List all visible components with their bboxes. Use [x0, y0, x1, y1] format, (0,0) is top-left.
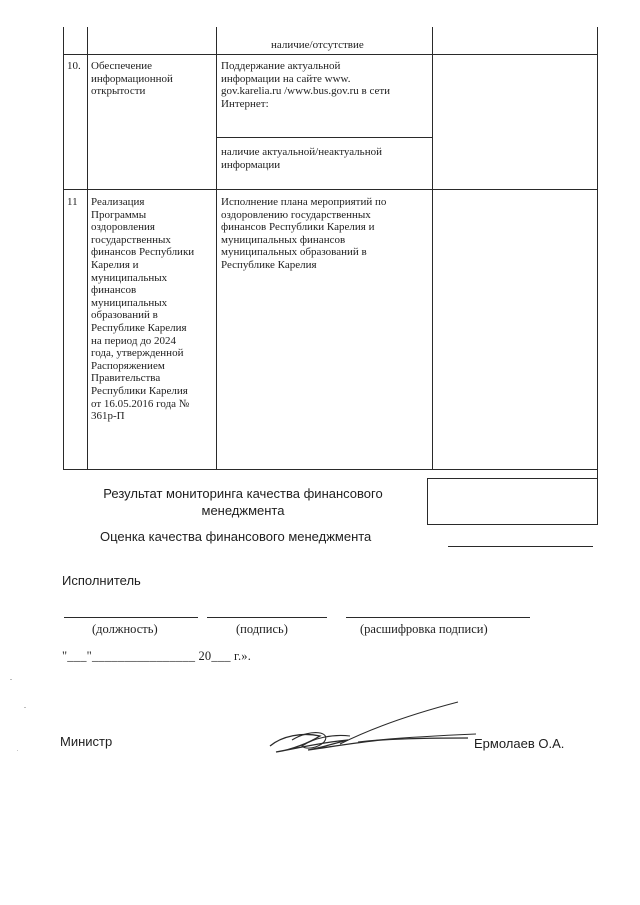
assessment-label: Оценка качества финансового менеджмента: [100, 529, 372, 544]
top-row-value: наличие/отсутствие: [271, 39, 364, 51]
result-box-left: [427, 478, 428, 525]
row11-criterion: Реализация Программы оздоровления государственных финансов Республики Карелия и муниципальных финансов муниципальных образований в Республике Карелия на период до 2024 года, утвержденной Распоряжением Правительства Республики Карелия от 16.05.2016 года № 361р-П: [91, 196, 195, 423]
scan-speck: [24, 707, 26, 708]
scan-speck: [17, 750, 18, 751]
executor-label: Исполнитель: [62, 573, 141, 588]
decoding-caption: (расшифровка подписи): [360, 622, 488, 636]
table-col-divider-1: [87, 27, 88, 469]
table-col-divider-2: [216, 27, 217, 469]
row10-criterion: Обеспечение информационной открытости: [91, 60, 173, 98]
table-row-line-11: [63, 189, 598, 190]
position-line: [64, 617, 198, 618]
result-label: Результат мониторинга качества финансового менеджмента: [103, 486, 383, 518]
decoding-line: [346, 617, 530, 618]
assessment-value-line: [448, 546, 593, 547]
table-border-left: [63, 27, 64, 469]
scan-speck: [10, 679, 12, 680]
row10-sub-indicator: наличие актуальной/неактуальной информации: [221, 146, 382, 171]
row10-indicator: Поддержание актуальной информации на сайте www. gov.karelia.ru /www.bus.gov.ru в сети Интернет:: [221, 60, 391, 110]
table-row-line-top: [63, 54, 598, 55]
minister-name: Ермолаев О.А.: [474, 736, 565, 751]
row11-number: 11: [67, 196, 78, 208]
table-border-right: [597, 27, 598, 525]
table-row10-sub-line: [217, 137, 432, 138]
row11-indicator: Исполнение плана мероприятий по оздоровлению государственных финансов Республики Карелия и муниципальных финансов муниципальных образований в Республике Карелия: [221, 196, 387, 271]
minister-title: Министр: [60, 734, 113, 749]
date-line: "___"________________ 20___ г.».: [62, 649, 252, 663]
result-box-bottom: [427, 524, 598, 525]
signature-caption: (подпись): [236, 622, 288, 636]
table-col-divider-3: [432, 27, 433, 470]
minister-signature: [262, 698, 480, 770]
position-caption: (должность): [92, 622, 158, 636]
signature-line: [207, 617, 327, 618]
result-box-top: [427, 478, 598, 479]
row10-number: 10.: [67, 60, 81, 72]
table-row-line-bottom: [63, 469, 598, 470]
